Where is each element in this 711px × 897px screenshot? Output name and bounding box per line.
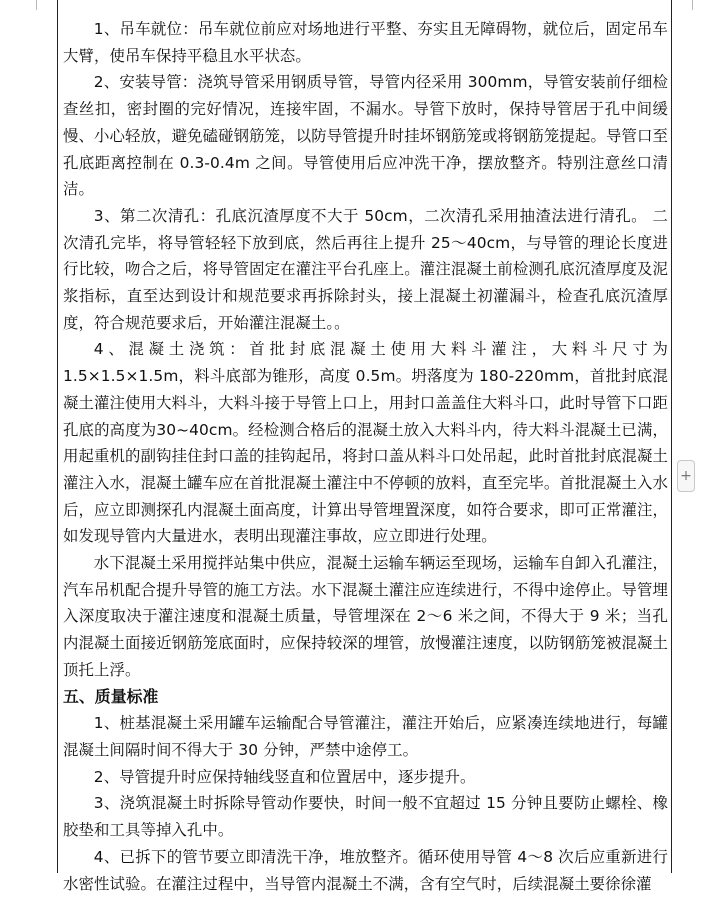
body-paragraph: 2、导管提升时应保持轴线竖直和位置居中，逐步提升。 (93, 767, 476, 786)
body-paragraph: 4、混凝土浇筑：首批封底混凝土使用大料斗灌注，大料斗尺寸为 1.5×1.5×1.5m，料斗底部为锥形，高度 0.5m。坍落度为 180-220mm，首批封底混凝土灌注使用大料斗，大料斗接于导管上口上，用封口盖盖住大料斗口，此时导管下口距孔底的高度为30~40cm。经检测合格后的混凝土放入大料斗内，待大料斗混凝土已满，用起重机的副钩挂住封口盖的挂钩起吊，将封口盖从料斗口处吊起，此时首批封底混凝土灌注入水，混凝土罐车应在首批混凝土灌注中不停顿的放料，直至完毕。首批混凝土入水后，应立即测探孔内混凝土面高度，计算出导管埋置深度，如符合要求，即可正常灌注，如发现导管内大量进水，表明出现灌注事故，应立即进行处理。 (63, 340, 668, 546)
body-paragraph: 2、安装导管：浇筑导管采用钢质导管，导管内径采用 300mm，导管安装前仔细检查丝扣，密封圈的完好情况，连接牢固，不漏水。导管下放时，保持导管居于孔中间缓慢、小心轻放，避免磕碰钢筋笼，以防导管提升时挂坏钢筋笼或将钢筋笼提起。导管口至孔底距离控制在 0.3-0.4m 之间。导管使用后应冲洗干净，摆放整齐。特别注意丝口清洁。 (63, 73, 668, 199)
body-paragraph: 3、第二次清孔：孔底沉渣厚度不大于 50cm，二次清孔采用抽渣法进行清孔。 二次清孔完毕，将导管轻轻下放到底，然后再往上提升 25～40cm，与导管的理论长度进行比较，吻合之后，将导管固定在灌注平台孔座上。灌注混凝土前检测孔底沉渣厚度及泥浆指标，直至达到设计和规范要求再拆除封头，接上混凝土初灌漏斗，检查孔底沉渣厚度，符合规范要求后，开始灌注混凝土。。 (63, 206, 668, 332)
document-body (63, 16, 668, 897)
crop-mark-right-top (692, 0, 693, 10)
body-paragraph: 1、桩基混凝土采用罐车运输配合导管灌注，灌注开始后，应紧凑连续地进行，每罐混凝土间隔时间不得大于 30 分钟，严禁中途停工。 (63, 714, 668, 759)
section-heading: 五、质量标准 (63, 686, 159, 706)
crop-mark-left-top (36, 0, 37, 10)
body-paragraph: 4、已拆下的管节要立即清洗干净，堆放整齐。循环使用导管 4～8 次后应重新进行水密性试验。在灌注过程中，当导管内混凝土不满，含有空气时，后续混凝土要徐徐灌 (63, 847, 668, 893)
body-paragraph: 水下混凝土采用搅拌站集中供应，混凝土运输车辆运至现场，运输车自卸入孔灌注，汽车吊机配合提升导管的施工方法。水下混凝土灌注应连续进行，不得中途停止。导管埋入深度取决于灌注速度和混凝土质量，导管埋深在 2～6 米之间，不得大于 9 米；当孔内混凝土面接近钢筋笼底面时，应保持较深的埋管，放慢灌注速度，以防钢筋笼被混凝土顶托上浮。 (63, 554, 668, 679)
body-paragraph: 3、浇筑混凝土时拆除导管动作要快，时间一般不宜超过 15 分钟且要防止螺栓、橡胶垫和工具等掉入孔中。 (63, 794, 668, 840)
body-paragraph: 1、吊车就位：吊车就位前应对场地进行平整、夯实且无障碍物，就位后，固定吊车大臂，使吊车保持平稳且水平状态。 (63, 20, 668, 65)
expand-handle-plus-icon[interactable]: + (677, 460, 695, 492)
